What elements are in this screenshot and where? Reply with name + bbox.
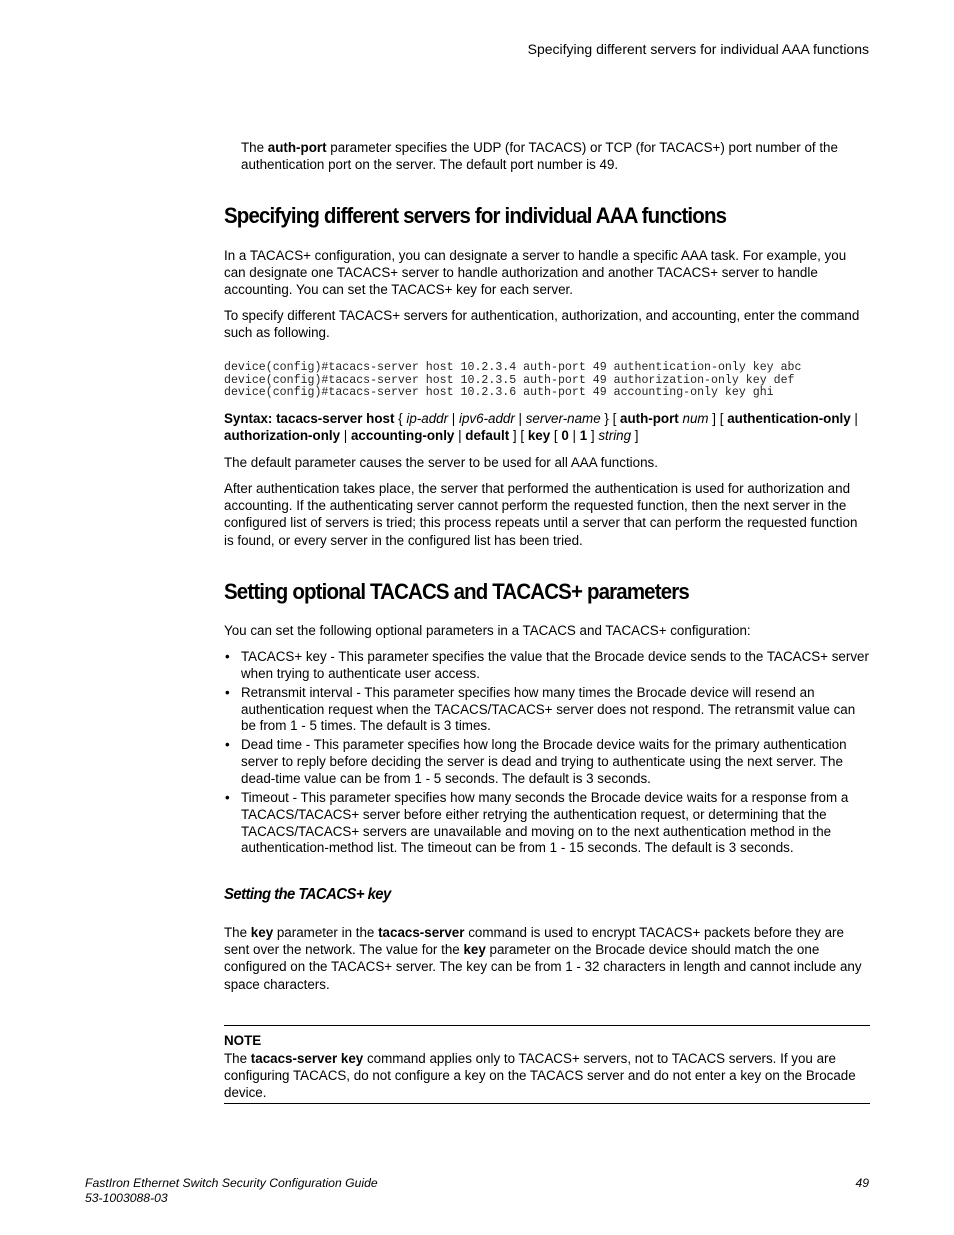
syntax-line	[224, 410, 868, 444]
syntax-arg: ip-addr	[406, 411, 449, 426]
term-auth-port: auth-port	[267, 140, 327, 155]
list-item	[224, 685, 870, 735]
footer-doc-title: FastIron Ethernet Switch Security Configuration Guide	[85, 1176, 378, 1190]
note-bottom-rule	[224, 1103, 870, 1104]
parameter-list	[224, 649, 870, 859]
note-title: NOTE	[224, 1033, 262, 1048]
footer-doc-info	[85, 1176, 378, 1206]
bullet-icon: •	[225, 684, 230, 700]
term-tacacs-server-key: tacacs-server key	[250, 1051, 364, 1066]
code-line: device(config)#tacacs-server host 10.2.3.4 auth-port 49 authentication-only key abc	[224, 361, 802, 374]
syntax-part: [	[550, 428, 562, 444]
syntax-arg: ipv6-addr	[458, 411, 515, 426]
text-run: The	[224, 925, 251, 940]
syntax-part: } [	[600, 411, 621, 426]
section-heading-aaa-servers: Specifying different servers for individual AAA functions	[224, 203, 727, 228]
syntax-arg: server-name	[525, 411, 601, 426]
syntax-part: ]	[587, 428, 599, 444]
term-key: key	[463, 942, 486, 958]
text-run: parameter on the Brocade device should match the one configured on the TACACS+ server. The key can be from 1 - 32 characters in length and cannot include any space characters.	[224, 942, 862, 992]
key-paragraph	[224, 924, 868, 993]
syntax-label: Syntax: tacacs-server host	[224, 411, 395, 426]
footer-doc-number: 53-1003088-03	[85, 1191, 168, 1205]
syntax-part: |	[568, 428, 580, 444]
syntax-part: ] [	[708, 411, 728, 426]
note-body	[224, 1050, 870, 1102]
bullet-icon: •	[225, 737, 230, 753]
text-run: The	[241, 140, 268, 155]
subsection-heading-tacacs-key: Setting the TACACS+ key	[224, 886, 391, 903]
list-item-text: Dead time - This parameter specifies how long the Brocade device waits for the primary authentication server to reply before deciding the server is dead and trying to authenticate using the next server. The dead-time value can be from 1 - 5 seconds. The default is 3 seconds.	[241, 737, 847, 786]
syntax-keyword: authorization-only	[224, 428, 341, 444]
list-item	[224, 649, 870, 683]
syntax-part: |	[454, 428, 466, 444]
section1-paragraph-3: The default parameter causes the server to be used for all AAA functions.	[224, 455, 658, 470]
syntax-part: |	[448, 411, 459, 426]
bullet-icon: •	[225, 649, 230, 664]
syntax-keyword: authentication-only	[727, 411, 851, 426]
syntax-part: |	[850, 411, 858, 426]
section1-paragraph-1: In a TACACS+ configuration, you can designate a server to handle a specific AAA task. For example, you can designate one TACACS+ server to handle authorization and another TACACS+ server to handle accounting. You can set the TACACS+ key for each server.	[224, 248, 847, 298]
list-item-text: TACACS+ key - This parameter specifies the value that the Brocade device sends to the TACACS+ server when trying to authenticate user access.	[241, 649, 869, 681]
syntax-keyword: key	[527, 428, 551, 444]
syntax-keyword: accounting-only	[350, 428, 455, 444]
syntax-part: |	[340, 428, 351, 444]
intro-paragraph	[241, 139, 861, 173]
syntax-arg: num	[682, 411, 709, 426]
syntax-keyword: default	[465, 428, 510, 444]
section1-paragraph-4: After authentication takes place, the server that performed the authentication is used for authorization and accounting. If the authenticating server cannot perform the requested function, then the next server in the configured list of servers is tried; this process repeats until a server that can perform the requested function is found, or every server in the configured list has been tried.	[224, 481, 858, 548]
text-run: The	[224, 1051, 251, 1066]
term-tacacs-server: tacacs-server	[378, 925, 465, 940]
code-example	[224, 362, 801, 400]
syntax-part: {	[394, 411, 407, 426]
page-number: 49	[855, 1176, 869, 1190]
list-item-text: Retransmit interval - This parameter specifies how many times the Brocade device will resend an authentication request when the TACACS/TACACS+ server does not respond. The retransmit value can be from 1 - 5 times. The default is 3 times.	[241, 684, 856, 734]
code-line: device(config)#tacacs-server host 10.2.3.5 auth-port 49 authorization-only key def	[224, 373, 795, 387]
section1-paragraph-2: To specify different TACACS+ servers for authentication, authorization, and accounting, enter the command such as following.	[224, 308, 860, 341]
syntax-part: ] [	[509, 428, 528, 444]
running-header: Specifying different servers for individual AAA functions	[527, 41, 869, 57]
list-item-text: Timeout - This parameter specifies how many seconds the Brocade device waits for a response from a TACACS/TACACS+ server before either retrying the authentication request, or determining that the TACACS/TACACS+ servers are unavailable and moving on to the next authentication method in the authentication-method list. The timeout can be from 1 - 15 seconds. The default is 3 seconds.	[241, 789, 849, 856]
list-item	[224, 737, 870, 787]
section-heading-optional-parameters: Setting optional TACACS and TACACS+ parameters	[224, 579, 689, 604]
syntax-keyword: 1	[579, 428, 588, 444]
syntax-part: |	[514, 411, 526, 426]
list-item	[224, 790, 870, 857]
syntax-part: ]	[631, 428, 639, 444]
code-line: device(config)#tacacs-server host 10.2.3.6 auth-port 49 accounting-only key ghi	[224, 386, 774, 400]
bullet-icon: •	[225, 789, 230, 805]
text-run: parameter in the	[273, 925, 379, 940]
text-run: parameter specifies the UDP (for TACACS) or TCP (for TACACS+) port number of the authentication port on the server. The default port number is 49.	[241, 140, 838, 173]
syntax-keyword: auth-port	[620, 411, 679, 426]
note-top-rule	[224, 1025, 870, 1026]
syntax-arg: string	[598, 428, 632, 444]
text-run: command applies only to TACACS+ servers, not to TACACS servers. If you are configuring TACACS, do not configure a key on the TACACS server and do not enter a key on the Brocade device.	[224, 1051, 856, 1101]
text-run: command is used to encrypt TACACS+ packets before they are sent over the network. The value for the	[224, 925, 844, 958]
term-key: key	[250, 925, 274, 940]
section2-paragraph-1: You can set the following optional parameters in a TACACS and TACACS+ configuration:	[224, 623, 751, 638]
syntax-keyword: 0	[561, 428, 569, 444]
